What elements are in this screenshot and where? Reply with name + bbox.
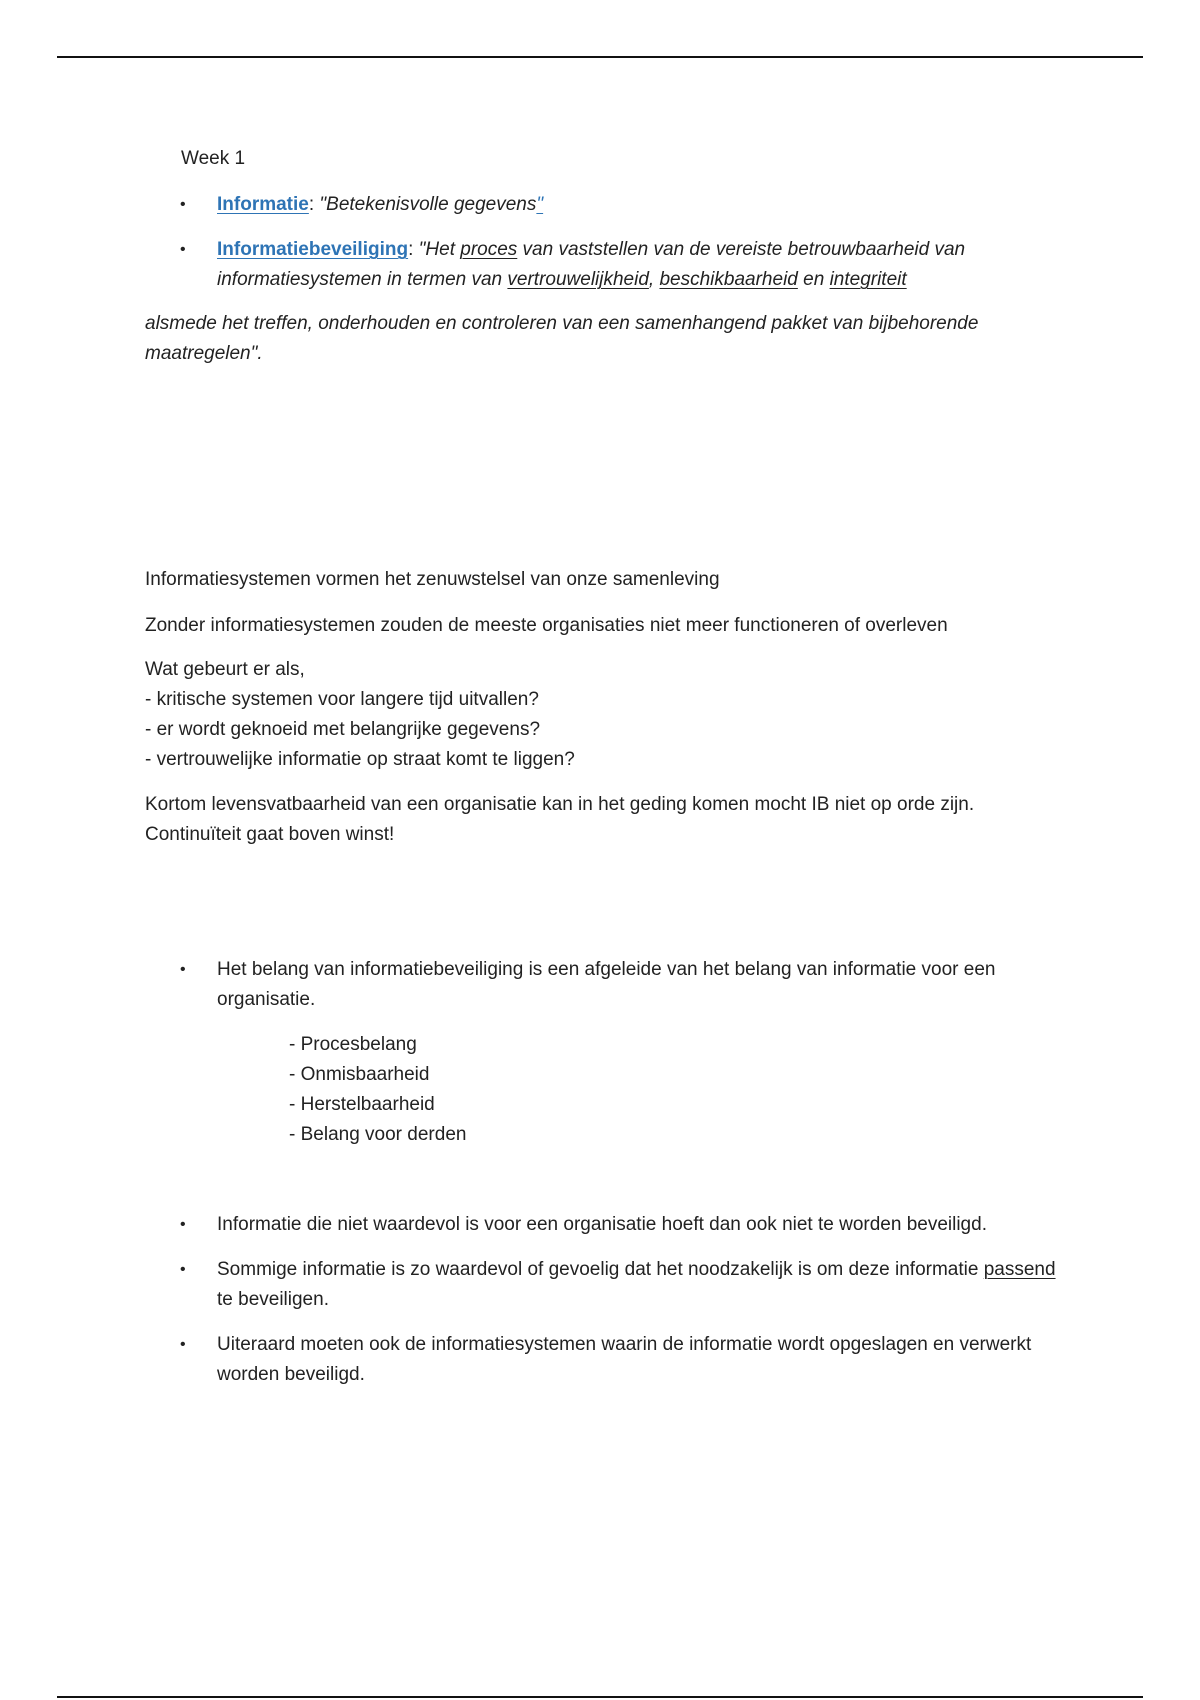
- gevoelig-part1: Sommige informatie is zo waardevol of gevoelig dat het noodzakelijk is om deze informatie: [217, 1259, 984, 1280]
- bullet-icon: •: [180, 1261, 186, 1278]
- definition-part2: van vaststellen van de vereiste betrouwbaarheid van informatiesystemen in termen van: [217, 239, 966, 290]
- week-title: [181, 144, 245, 174]
- footer-rule: [57, 1696, 1143, 1698]
- definition-informatie-value: "Betekenisvolle gegevens: [319, 194, 537, 215]
- term-informatie[interactable]: Informatie: [217, 194, 309, 215]
- conclusion-line2: Continuïteit gaat boven winst!: [145, 824, 395, 845]
- definition-continuation-line1: alsmede het treffen, onderhouden en controleren van een samenhangend pakket van bijbehorende: [145, 313, 979, 334]
- underlined-integriteit: integriteit: [829, 269, 907, 290]
- bullet-belang-text: Het belang van informatiebeveiliging is een afgeleide van het belang van informatie voor een organisatie.: [217, 959, 996, 1010]
- bullet-icon: •: [180, 241, 186, 258]
- belang-list: [289, 1030, 466, 1150]
- belang-item: - Herstelbaarheid: [289, 1094, 435, 1115]
- underlined-vertrouwelijkheid: vertrouwelijkheid: [507, 269, 649, 290]
- bullet-systemen-text: Uiteraard moeten ook de informatiesystemen waarin de informatie wordt opgeslagen en verwerkt worden beveiligd.: [217, 1334, 1032, 1385]
- underlined-passend: passend: [983, 1259, 1056, 1280]
- underlined-beschikbaarheid: beschikbaarheid: [659, 269, 798, 290]
- bullet-icon: •: [180, 961, 186, 978]
- term-informatiebeveiliging[interactable]: Informatiebeveiliging: [217, 239, 409, 260]
- bullet-gevoelig-text: [217, 1255, 1067, 1315]
- bullet-icon: •: [180, 196, 186, 213]
- definition-informatie-text: [217, 190, 1087, 220]
- definition-part1: "Het: [418, 239, 461, 260]
- bullet-icon: •: [180, 1216, 186, 1233]
- belang-item: - Onmisbaarheid: [289, 1064, 430, 1085]
- bullet-waardevol-text: Informatie die niet waardevol is voor een organisatie hoeft dan ook niet te worden beveiligd.: [217, 1214, 987, 1235]
- header-rule: [57, 56, 1143, 58]
- question-list: [145, 655, 575, 775]
- definition-continuation: [145, 309, 1145, 369]
- conclusion-line1: Kortom levensvatbaarheid van een organisatie kan in het geding komen mocht IB niet op orde zijn.: [145, 794, 975, 815]
- belang-item: - Procesbelang: [289, 1034, 417, 1055]
- question-item: - er wordt geknoeid met belangrijke gegevens?: [145, 719, 541, 740]
- definition-closing-quote: ": [536, 194, 544, 215]
- question-intro: Wat gebeurt er als,: [145, 659, 305, 680]
- question-item: - vertrouwelijke informatie op straat komt te liggen?: [145, 749, 575, 770]
- belang-item: - Belang voor derden: [289, 1124, 467, 1145]
- definition-en: en: [797, 269, 830, 290]
- paragraph-zenuwstelsel: [145, 565, 720, 595]
- definition-separator: :: [308, 194, 320, 215]
- week-title-text: Week 1: [181, 148, 246, 169]
- definition-comma: ,: [648, 269, 660, 290]
- paragraph-zonder-systemen: [145, 611, 948, 641]
- paragraph-zenuwstelsel-text: Informatiesystemen vormen het zenuwstelsel van onze samenleving: [145, 569, 720, 590]
- gevoelig-part2: te beveiligen.: [217, 1289, 329, 1310]
- definition-separator: :: [408, 239, 419, 260]
- definition-informatiebeveiliging-text: [217, 235, 1067, 295]
- underlined-proces: proces: [460, 239, 518, 260]
- paragraph-conclusion: [145, 790, 974, 850]
- definition-continuation-line2: maatregelen".: [145, 343, 263, 364]
- paragraph-zonder-systemen-text: Zonder informatiesystemen zouden de meeste organisaties niet meer functioneren of overleven: [145, 615, 948, 636]
- question-item: - kritische systemen voor langere tijd uitvallen?: [145, 689, 539, 710]
- bullet-icon: •: [180, 1336, 186, 1353]
